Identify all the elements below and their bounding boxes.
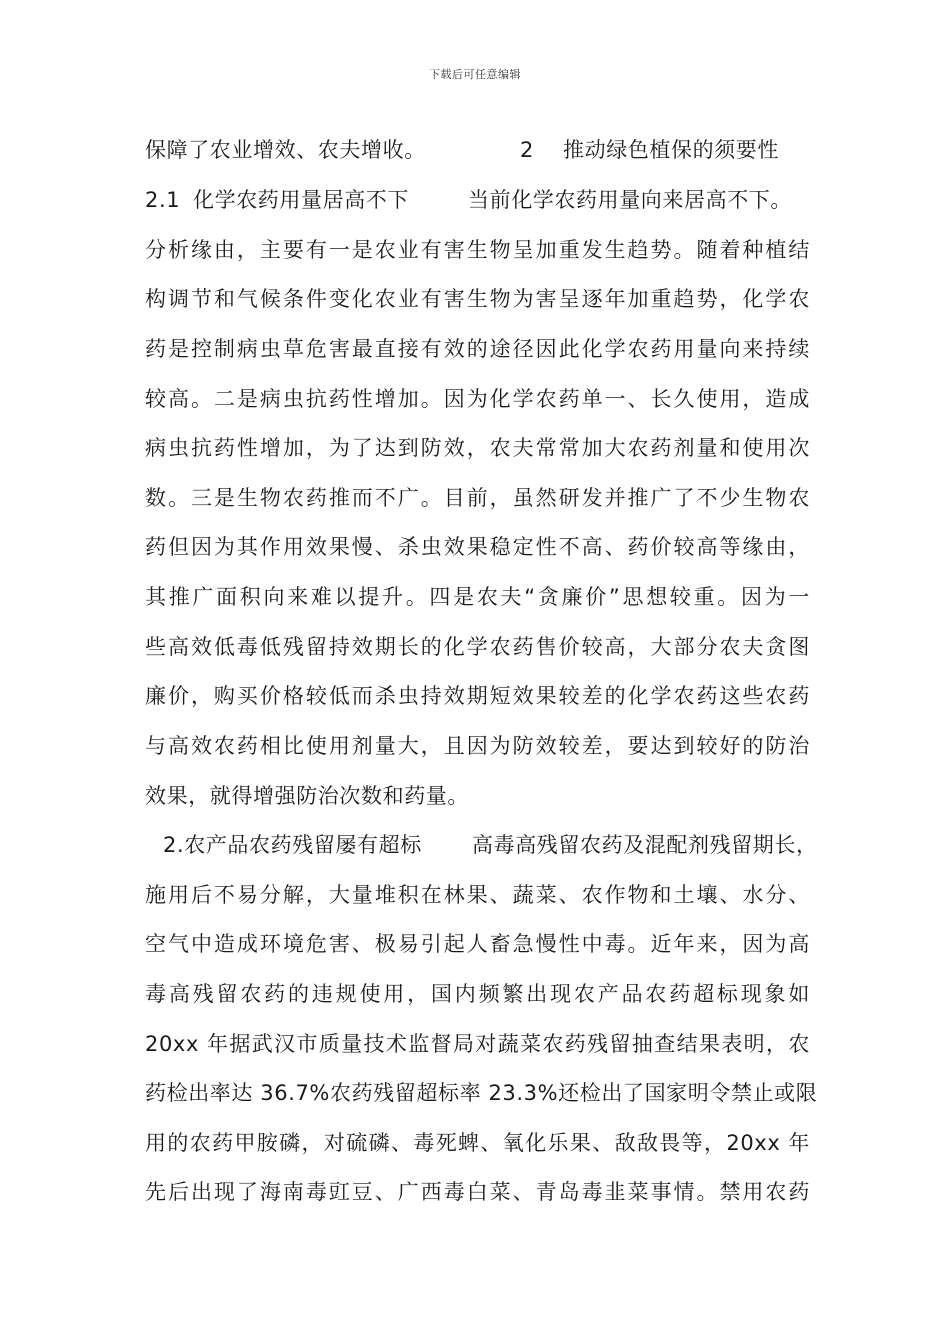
text-line-18: 毒高残留农药的违规使用，国内频繁出现农产品农药超标现象如 bbox=[145, 982, 810, 1006]
text-line-2 bbox=[145, 185, 810, 215]
text-line-11: 些高效低毒低残留持效期长的化学农药售价较高，大部分农夫贪图 bbox=[145, 635, 810, 659]
subsection-heading: 2.农产品农药残留屡有超标 bbox=[163, 833, 422, 857]
text-line-8: 数。三是生物农药推而不广。目前，虽然研发并推广了不少生物农 bbox=[145, 486, 810, 510]
text-segment: 高毒高残留农药及混配剂残留期长， bbox=[472, 833, 818, 857]
section-number: 2 bbox=[520, 138, 534, 162]
text-line-4: 构调节和气候条件变化农业有害生物为害呈逐年加重趋势，化学农 bbox=[145, 287, 810, 311]
text-line-15 bbox=[145, 830, 818, 860]
text-line-10: 其推广面积向来难以提升。四是农夫“贪廉价”思想较重。因为一 bbox=[145, 585, 810, 609]
text-segment: 当前化学农药用量向来居高不下。 bbox=[468, 188, 792, 212]
text-line-12: 廉价，购买价格较低而杀虫持效期短效果较差的化学农药这些农药 bbox=[145, 684, 810, 708]
text-line-3: 分析缘由，主要有一是农业有害生物呈加重发生趋势。随着种植结 bbox=[145, 238, 810, 262]
page-header: 下载后可任意编辑 bbox=[429, 68, 521, 81]
text-line-17: 空气中造成环境危害、极易引起人畜急慢性中毒。近年来，因为高 bbox=[145, 932, 810, 956]
text-line-22: 先后出现了海南毒豇豆、广西毒白菜、青岛毒韭菜事情。禁用农药 bbox=[145, 1180, 810, 1204]
section-heading: 推动绿色植保的须要性 bbox=[563, 138, 779, 162]
text-line-5: 药是控制病虫草危害最直接有效的途径因此化学农药用量向来持续 bbox=[145, 337, 810, 361]
text-segment: 保障了农业增效、农夫增收。 bbox=[145, 138, 426, 162]
text-line-14: 效果，就得增强防治次数和药量。 bbox=[145, 784, 469, 808]
text-line-20: 药检出率达 36.7%农药残留超标率 23.3%还检出了国家明令禁止或限 bbox=[145, 1081, 818, 1105]
text-line-9: 药但因为其作用效果慢、杀虫效果稳定性不高、药价较高等缘由， bbox=[145, 535, 810, 559]
text-line-1 bbox=[145, 135, 810, 165]
text-line-7: 病虫抗药性增加，为了达到防效，农夫常常加大农药剂量和使用次 bbox=[145, 436, 810, 460]
text-line-19: 20xx 年据武汉市质量技术监督局对蔬菜农药残留抽查结果表明，农 bbox=[145, 1032, 810, 1056]
subsection-heading: 化学农药用量居高不下 bbox=[193, 188, 409, 212]
text-line-6: 较高。二是病虫抗药性增加。因为化学农药单一、长久使用，造成 bbox=[145, 387, 810, 411]
subsection-number: 2.1 bbox=[145, 188, 181, 212]
text-line-13: 与高效农药相比使用剂量大，且因为防效较差，要达到较好的防治 bbox=[145, 734, 810, 758]
text-line-16: 施用后不易分解，大量堆积在林果、蔬菜、农作物和土壤、水分、 bbox=[145, 883, 810, 907]
text-line-21: 用的农药甲胺磷，对硫磷、毒死蜱、氧化乐果、敌敌畏等，20xx 年 bbox=[145, 1131, 810, 1155]
